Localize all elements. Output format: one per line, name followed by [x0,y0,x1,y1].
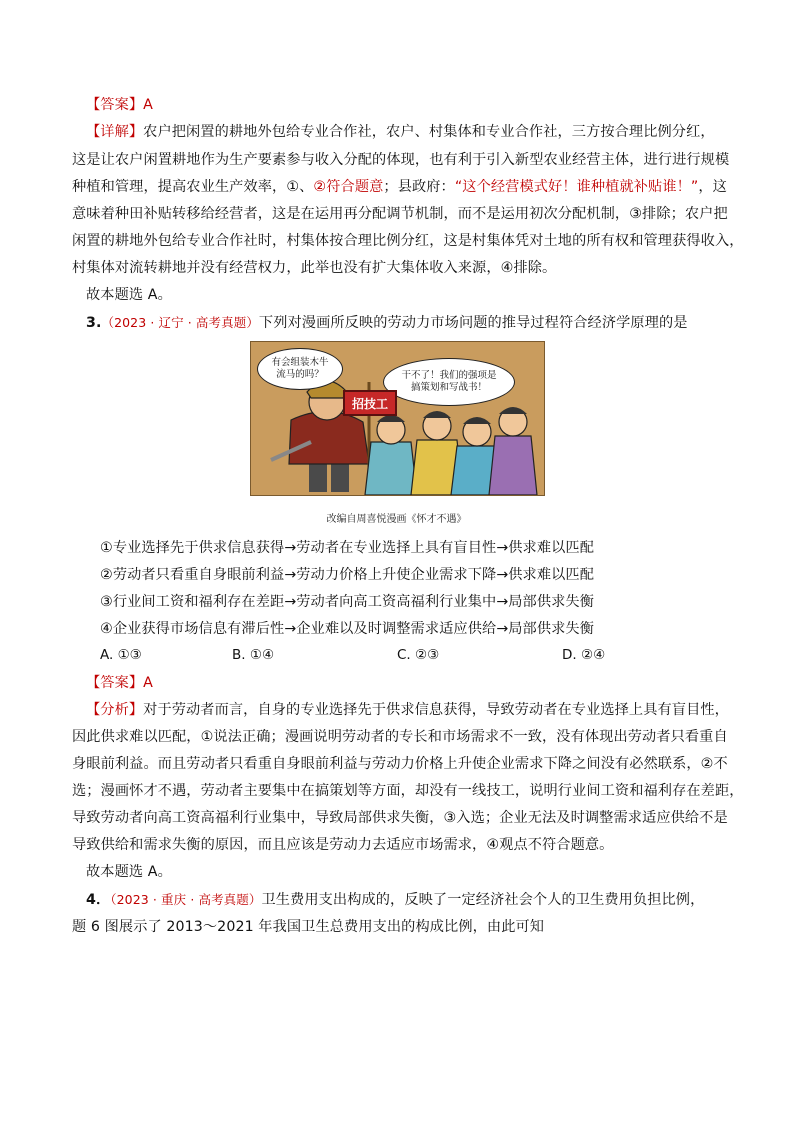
explain-line-1 [86,119,746,145]
question-3-number: 3. [86,315,102,331]
speech-bubble-right [383,358,515,406]
statement-2: ②劳动者只看重自身眼前利益→劳动力价格上升使企业需求下降→供求难以匹配 [100,567,594,583]
question-3-source: （2023 · 辽宁 · 高考真题） [101,315,259,330]
analysis-line-3: 身眼前利益。而且劳动者只看重自身眼前利益与劳动力价格上升使企业需求下降之间没有必然联系，②不 [72,756,728,772]
explain-line-4: 意味着种田补贴转移给经营者，这是在运用再分配调节机制，而不是运用初次分配机制，③排除；农户把 [72,206,728,222]
explain-text-3d: “这个经营模式好！谁种植就补贴谁！” [454,179,699,195]
explain-text-3e: ，这 [698,179,727,195]
analysis-text-1: 对于劳动者而言，自身的专业选择先于供求信息获得，导致劳动者在专业选择上具有盲目性， [143,702,729,718]
speech-bubble-left [257,348,343,390]
cartoon-image [250,341,545,496]
option-b: B. ①④ [232,647,275,663]
explain-text-3c: ；县政府： [383,179,455,195]
analysis-line-2: 因此供求难以匹配，①说法正确；漫画说明劳动者的专长和市场需求不一致，没有体现出劳动者只看重自 [72,729,728,745]
explain-line-6: 村集体对流转耕地并没有经营权力，此举也没有扩大集体收入来源，④排除。 [72,260,557,276]
q3-answer-tag: 【答案】 [86,675,144,691]
question-4-stem-1 [86,887,746,913]
explain-line-2: 这是让农户闲置耕地作为生产要素参与收入分配的体现，也有利于引入新型农业经营主体，进行进行规模 [72,152,730,168]
question-4-source: （2023 · 重庆 · 高考真题） [110,892,262,907]
option-d: D. ②④ [562,647,606,663]
explain-text-3a: 种植和管理，提高农业生产效率，①、 [72,179,314,195]
conclusion-3: 故本题选 A。 [86,864,172,880]
statement-3: ③行业间工资和福利存在差距→劳动者向高工资高福利行业集中→局部供求失衡 [100,594,594,610]
cartoon-caption: 改编自周喜悦漫画《怀才不遇》 [326,514,467,525]
option-c: C. ②③ [397,647,440,663]
recruit-sign: 招技工 [343,390,397,416]
analysis-line-6: 导致供给和需求失衡的原因，而且应该是劳动力去适应市场需求，④观点不符合题意。 [72,837,614,853]
conclusion-1: 故本题选 A。 [86,287,172,303]
explain-tag: 【详解】 [86,124,144,140]
answer-value: A [143,97,153,113]
question-3-stem [86,310,746,336]
question-3-text: 下列对漫画所反映的劳动力市场问题的推导过程符合经济学原理的是 [258,315,688,331]
explain-line-3 [72,174,732,200]
question-4-number: 4． [86,892,111,908]
answer-tag: 【答案】 [86,97,144,113]
statement-1: ①专业选择先于供求信息获得→劳动者在专业选择上具有盲目性→供求难以匹配 [100,540,594,556]
explain-text-3b: ②符合题意 [313,179,384,195]
analysis-line-1 [86,697,746,723]
analysis-line-4: 选；漫画怀才不遇，劳动者主要集中在搞策划等方面，却没有一线技工，说明行业间工资和福利存在差距， [72,783,744,799]
explain-text-1: 农户把闲置的耕地外包给专业合作社，农户、村集体和专业合作社，三方按合理比例分红， [143,124,715,140]
explain-line-5: 闲置的耕地外包给专业合作社时，村集体按合理比例分红，这是村集体凭对土地的所有权和管理获得收入， [72,233,744,249]
option-a: A. ①③ [100,647,142,663]
speech-bubble-left-text: 有会组装木牛流马的吗？ [271,357,329,380]
q3-answer-line [86,670,746,696]
statement-4: ④企业获得市场信息有滞后性→企业难以及时调整需求适应供给→局部供求失衡 [100,621,594,637]
analysis-tag: 【分析】 [86,702,144,718]
question-4-stem-2: 题 6 图展示了 2013～2021 年我国卫生总费用支出的构成比例，由此可知 [72,919,545,935]
question-4-text-1: 卫生费用支出构成的，反映了一定经济社会个人的卫生费用负担比例， [261,892,705,908]
answer-line [86,92,746,118]
speech-bubble-right-text: 干不了！我们的强项是搞策划和写战书！ [401,370,497,393]
analysis-line-5: 导致劳动者向高工资高福利行业集中，导致局部供求失衡，③入选；企业无法及时调整需求适应供给不是 [72,810,728,826]
q3-answer-value: A [143,675,153,691]
